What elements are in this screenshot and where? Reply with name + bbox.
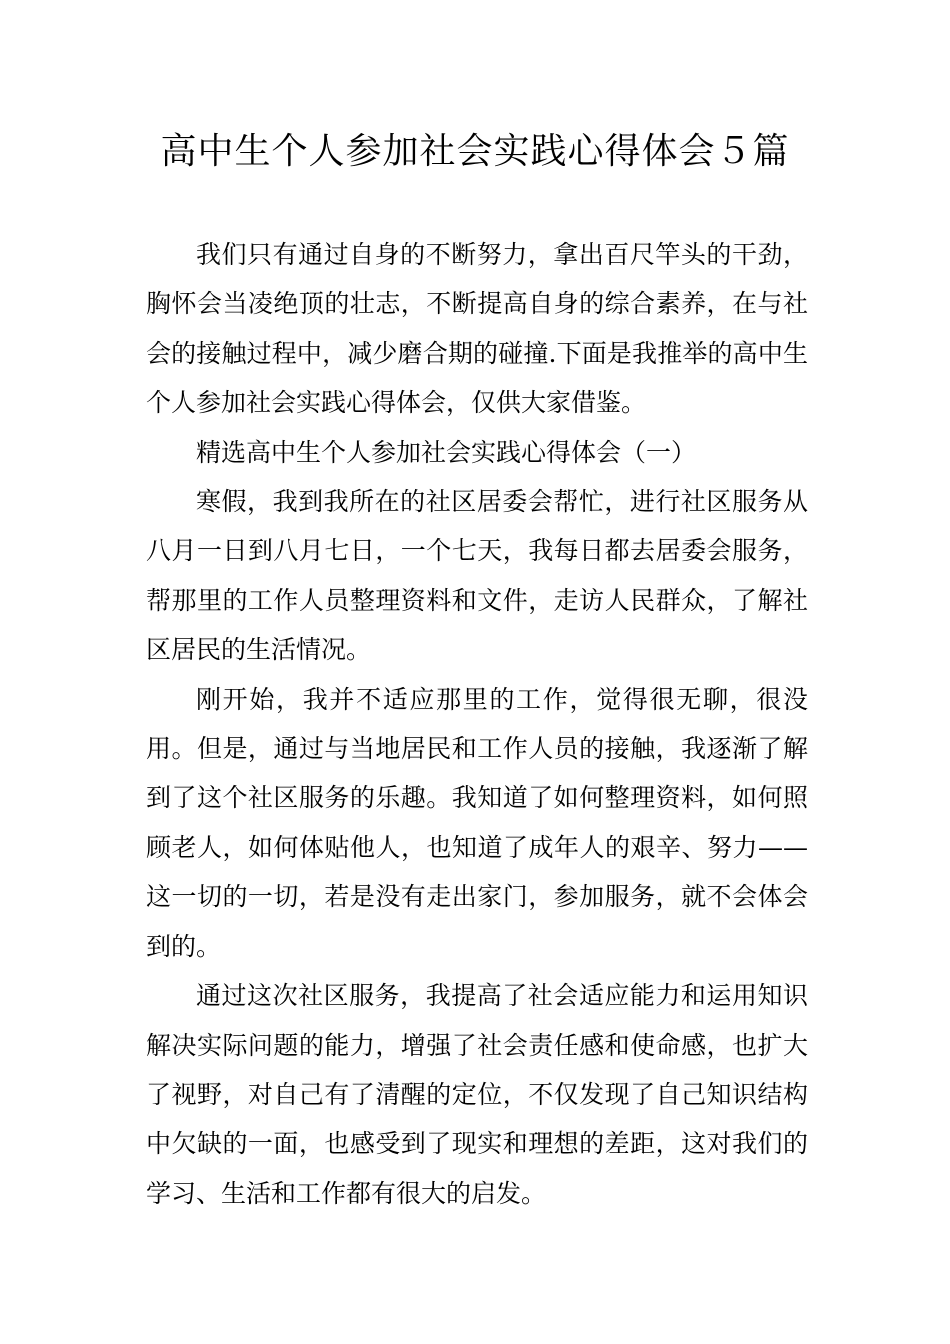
- section-heading: 精选高中生个人参加社会实践心得体会（一）: [196, 437, 697, 467]
- document-title: 高中生个人参加社会实践心得体会５篇: [160, 131, 790, 172]
- paragraph-3: 通过这次社区服务，我提高了社会适应能力和运用知识解决实际问题的能力，增强了社会责任感和使命感，也扩大了视野，对自己有了清醒的定位，不仅发现了自己知识结构中欠缺的一面，也感受到了现实和理想的差距，这对我们的学习、生活和工作都有很大的启发。: [146, 981, 808, 1208]
- paragraph-2: 刚开始，我并不适应那里的工作，觉得很无聊，很没用。但是，通过与当地居民和工作人员的接触，我逐渐了解到了这个社区服务的乐趣。我知道了如何整理资料，如何照顾老人，如何体贴他人，也知道了成年人的艰辛、努力——这一切的一切，若是没有走出家门，参加服务，就不会体会到的。: [146, 684, 808, 961]
- paragraph-intro: 我们只有通过自身的不断努力，拿出百尺竿头的干劲，胸怀会当凌绝顶的壮志，不断提高自身的综合素养，在与社会的接触过程中，减少磨合期的碰撞.下面是我推举的高中生个人参加社会实践心得体会，仅供大家借鉴。: [146, 240, 808, 418]
- document-body: [146, 230, 808, 1218]
- paragraph-1: 寒假，我到我所在的社区居委会帮忙，进行社区服务从八月一日到八月七日，一个七天，我每日都去居委会服务，帮那里的工作人员整理资料和文件，走访人民群众，了解社区居民的生活情况。: [146, 487, 808, 665]
